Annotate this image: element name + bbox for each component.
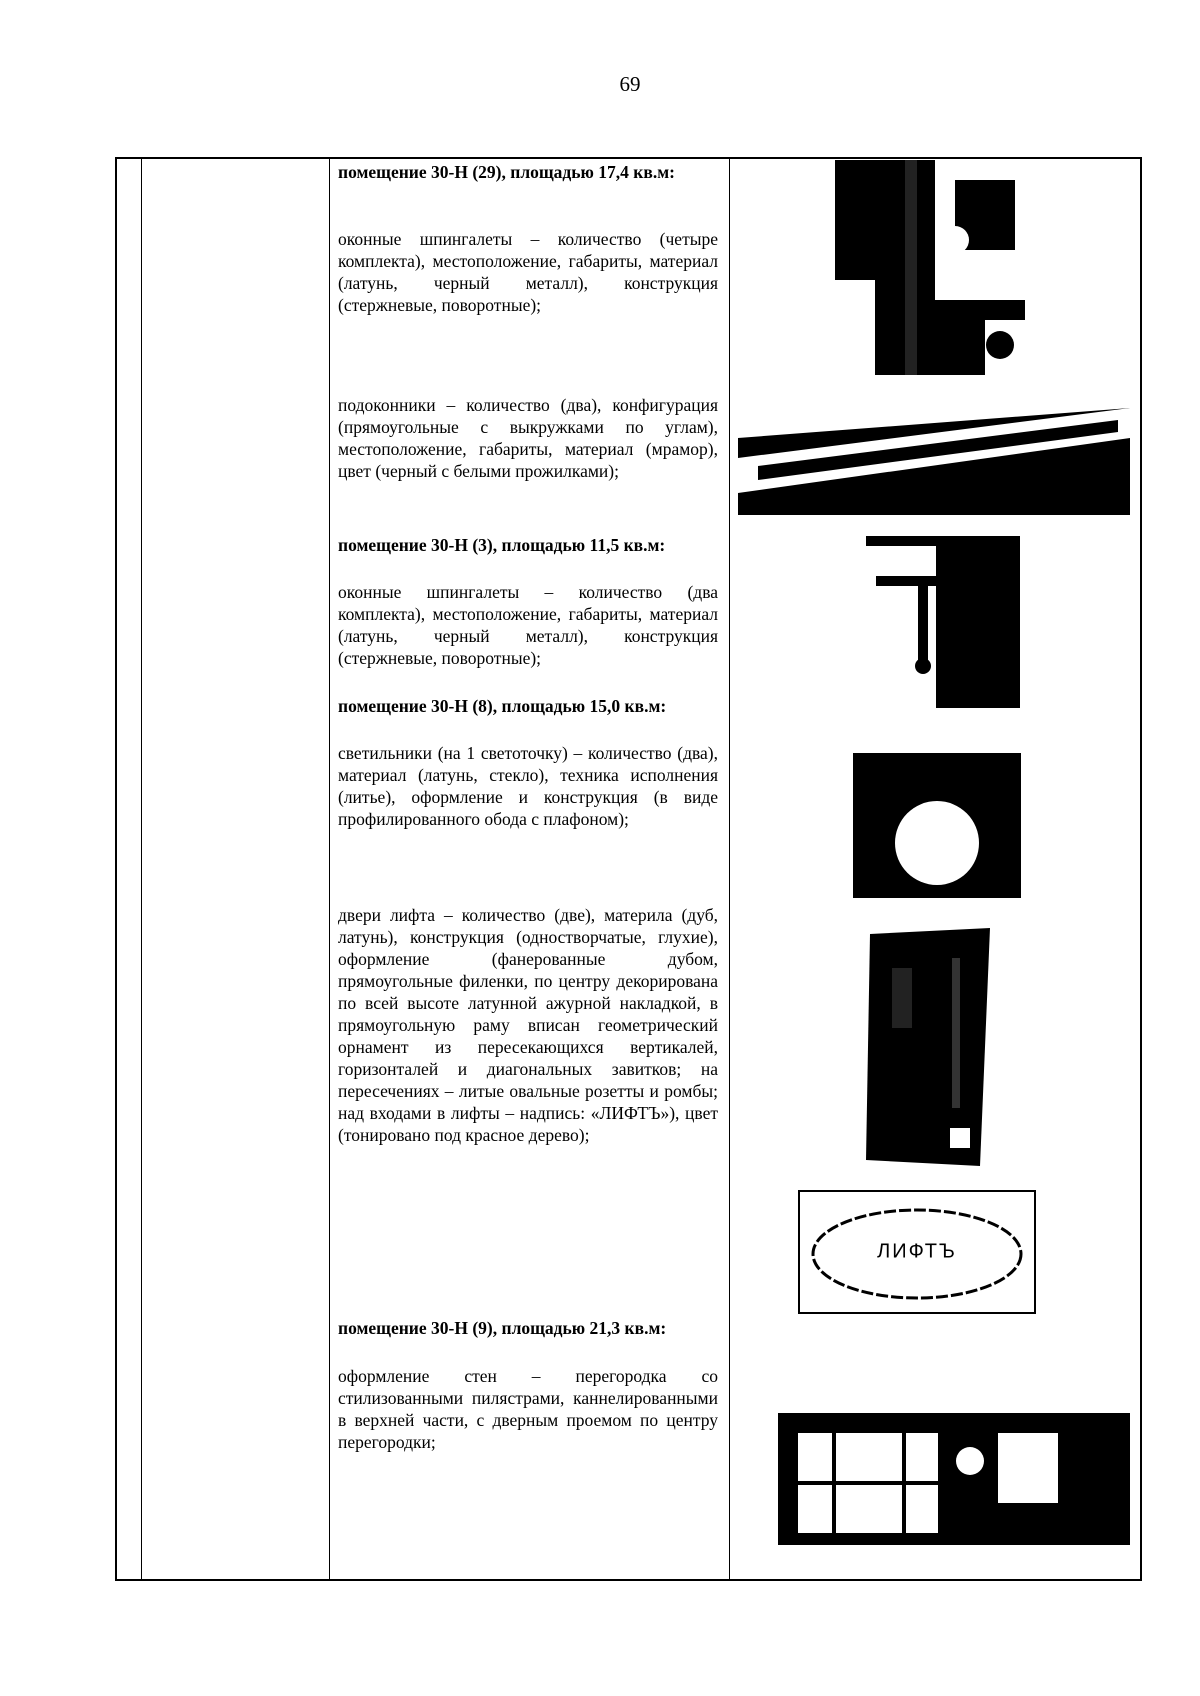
column-divider <box>329 159 330 1579</box>
room-heading: помещение 30-Н (29), площадью 17,4 кв.м: <box>338 162 675 182</box>
marble-windowsill-photo <box>738 398 1130 515</box>
item-description: оформление стен – перегородка со стилизованными пилястрами, каннелированными в верхней части, с дверным проемом по центру перегородки; <box>338 1366 718 1452</box>
room-heading: помещение 30-Н (3), площадью 11,5 кв.м: <box>338 535 666 555</box>
elevator-door-photo <box>862 928 992 1166</box>
lift-sign-photo <box>798 1190 1036 1314</box>
window-latch-photo <box>835 160 1025 375</box>
item-description: двери лифта – количество (две), материла (дуб, латунь), конструкция (одностворчатые, глухие), оформление (фанерованные дубом, прямоугольные филенки, по центру декорирована по всей высоте латунной ажурной накладкой, в прямоугольную раму вписан геометрический орнамент из пересекающихся вертикалей, горизонталей и диагональных завитков; на пересечениях – литые овальные розетты и ромбы; над входами в лифты – надпись: «ЛИФТЪ»), цвет (тонировано под красное дерево); <box>338 905 718 1145</box>
room-heading: помещение 30-Н (8), площадью 15,0 кв.м: <box>338 696 667 716</box>
item-description: оконные шпингалеты – количество (четыре комплекта), местоположение, габариты, материал (латунь, черный металл), конструкция (стержневые, поворотные); <box>338 229 718 315</box>
wall-partition-photo <box>738 1373 1130 1545</box>
item-description: подоконники – количество (два), конфигурация (прямоугольные с выкружками по углам), местоположение, габариты, материал (мрамор), цвет (черный с белыми прожилками); <box>338 395 718 481</box>
lift-sign-text: ЛИФТЪ <box>877 1240 957 1263</box>
item-description: оконные шпингалеты – количество (два комплекта), местоположение, габариты, материал (латунь, черный металл), конструкция (стержневые, поворотные); <box>338 582 718 668</box>
item-description: светильники (на 1 светоточку) – количество (два), материал (латунь, стекло), техника исполнения (литье), оформление и конструкция (в виде профилированного обода с плафоном); <box>338 743 718 829</box>
room-heading: помещение 30-Н (9), площадью 21,3 кв.м: <box>338 1318 667 1338</box>
column-divider <box>729 159 730 1579</box>
ceiling-light-photo <box>853 753 1021 898</box>
window-latch-photo-2 <box>848 536 1020 708</box>
page-number: 69 <box>619 72 641 96</box>
column-divider <box>141 159 142 1579</box>
